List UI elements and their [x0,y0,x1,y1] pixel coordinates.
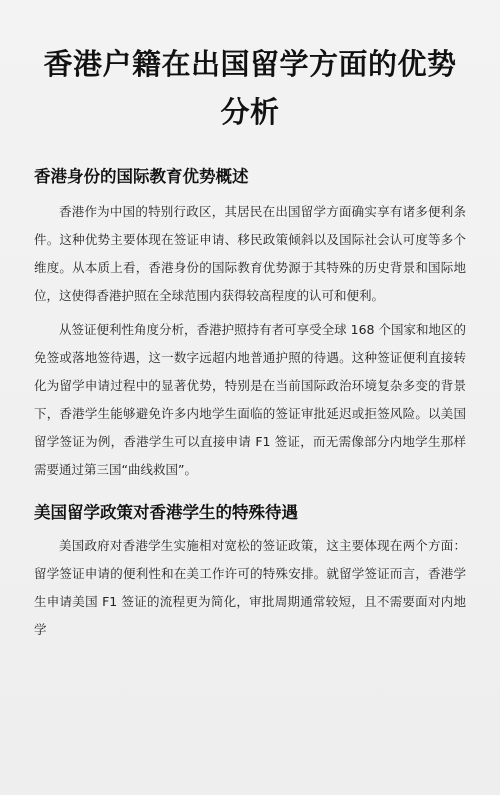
section-heading-hk-identity: 香港身份的国际教育优势概述 [34,167,249,186]
paragraph-visa-convenience: 从签证便利性角度分析，香港护照持有者可享受全球 168 个国家和地区的免签或落地签待遇，这一数字远超内地普通护照的待遇。这种签证便利直接转化为留学申请过程中的显著优势，特别是在当前国际政治环境复杂多变的背景下，香港学生能够避免许多内地学生面临的签证审批延迟或拒签风险。以美国留学签证为例，香港学生可以直接申请 F1 签证，而无需像部分内地学生那样需要通过第三国“曲线救国”。 [34,322,466,477]
paragraph-us-policy: 美国政府对香港学生实施相对宽松的签证政策，这主要体现在两个方面：留学签证申请的便利性和在美工作许可的特殊安排。就留学签证而言，香港学生申请美国 F1 签证的流程更为简化，审批周期通常较短，且不需要面对内地学 [34,538,466,637]
document-title: 香港户籍在出国留学方面的优势分析 [43,47,457,129]
paragraph-intro: 香港作为中国的特别行政区，其居民在出国留学方面确实享有诸多便利条件。这种优势主要体现在签证申请、移民政策倾斜以及国际社会认可度等多个维度。从本质上看，香港身份的国际教育优势源于其特殊的历史背景和国际地位，这使得香港护照在全球范围内获得较高程度的认可和便利。 [34,204,466,303]
section-heading-us-policy: 美国留学政策对香港学生的特殊待遇 [34,503,298,522]
